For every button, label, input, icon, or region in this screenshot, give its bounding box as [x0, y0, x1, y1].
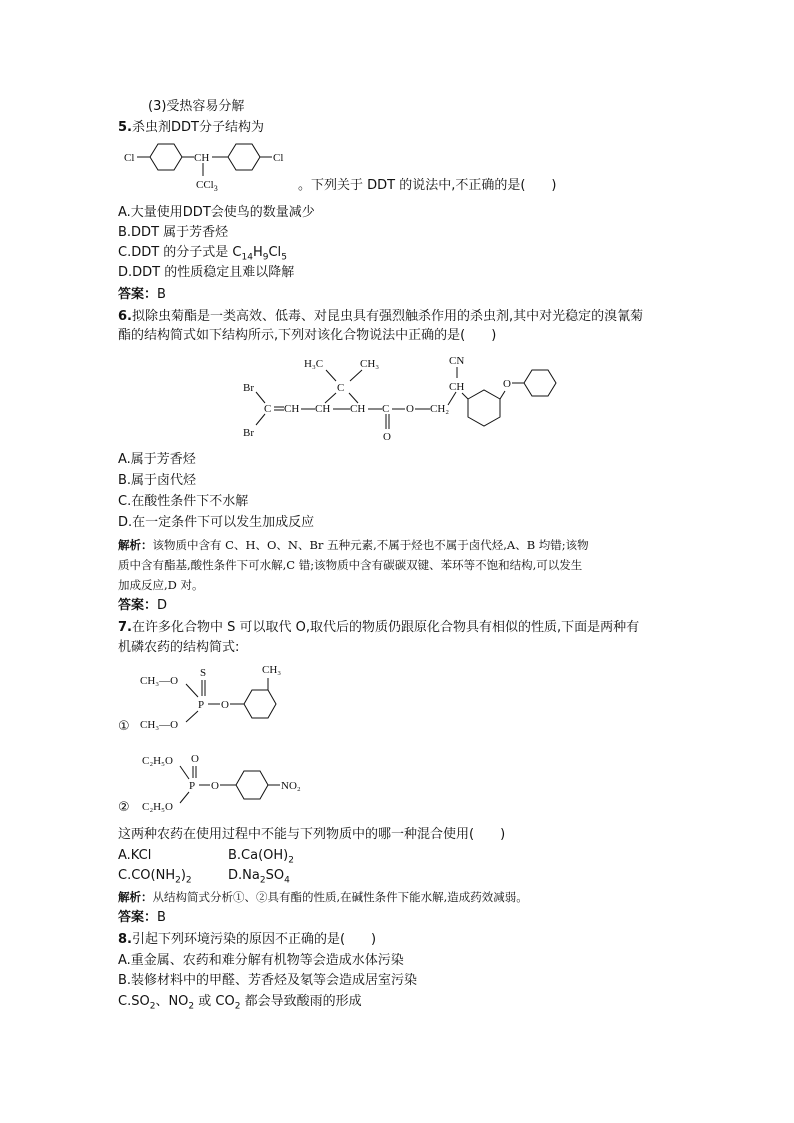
- op2-o-top: O: [191, 753, 199, 765]
- q6-option-a: A.属于芳香烃: [118, 452, 196, 467]
- dm-ch2: CH₂: [430, 403, 450, 415]
- dm-ring-c: C: [337, 382, 345, 394]
- q7-structure-1-label: ①: [118, 719, 130, 734]
- ddt-cl-left: Cl: [124, 152, 135, 164]
- ddt-ccl3: CCl$_3$: [196, 179, 218, 193]
- op2-o: O: [211, 780, 219, 792]
- op-structure-1: [140, 664, 281, 731]
- op1-benzene: [244, 690, 276, 718]
- q5-number: 5.: [118, 120, 132, 135]
- op2-no2: NO₂: [281, 780, 301, 792]
- q7-stem-l1-text: 在许多化合物中 S 可以取代 O,取代后的物质仍跟原化合物具有相似的性质,下面是两种有: [131, 620, 640, 635]
- q8-option-c-sub3: 2: [234, 1001, 241, 1012]
- ddt-structure: [124, 144, 283, 193]
- op2-c2h5o-bottom: C₂H₅O: [142, 801, 173, 813]
- q4-item3: (3)受热容易分解: [148, 99, 245, 114]
- q7-option-d-sub: 2: [259, 875, 266, 886]
- q7-structure-2-label: ②: [118, 800, 130, 815]
- q5-formula-cl-sub: 5: [281, 252, 287, 263]
- q8-option-c-part2: 、NO: [155, 994, 189, 1009]
- q7-stem-line2: 机磷农药的结构简式:: [118, 640, 240, 655]
- q6-option-c: C.在酸性条件下不水解: [118, 494, 249, 509]
- q6-option-d: D.在一定条件下可以发生加成反应: [118, 515, 315, 530]
- q7-answer-label: 答案：: [118, 910, 158, 925]
- q5-formula-h-sub: 9: [262, 252, 269, 263]
- q8-option-b: B.装修材料中的甲醛、芳香烃及氡等会造成居室污染: [118, 973, 418, 988]
- q6-stem-l1-text: 拟除虫菊酯是一类高效、低毒、对昆虫具有强烈触杀作用的杀虫剂,其中对光稳定的溴氰菊: [131, 309, 644, 324]
- q7-answer-value: B: [157, 910, 166, 925]
- ddt-benzene-left: [150, 144, 182, 170]
- dm-ch-a: CH: [284, 403, 300, 415]
- q7-option-c-sub: 2: [175, 875, 181, 886]
- dm-ch-d: CH: [449, 381, 465, 393]
- q6-analysis-l1-text: 该物质中含有 C、H、O、N、Br 五种元素,不属于烃也不属于卤代烃,A、B 均错;该物: [152, 538, 589, 552]
- q5-formula-c-sub: 14: [241, 252, 253, 263]
- dm-h3c: H₃C: [304, 358, 324, 370]
- dm-carbonyl-o: O: [383, 431, 391, 443]
- ddt-benzene-right: [228, 144, 260, 170]
- q6-option-b: B.属于卤代烃: [118, 473, 197, 488]
- op2-p: P: [189, 780, 196, 792]
- q7-analysis-text: 从结构简式分析①、②具有酯的性质,在碱性条件下能水解,造成药效减弱。: [152, 890, 528, 904]
- dm-ester-o: O: [406, 403, 414, 415]
- q8-option-c-sub2: 2: [188, 1001, 195, 1012]
- dm-ch-b: CH: [315, 403, 331, 415]
- op1-p: P: [198, 699, 205, 711]
- q5-option-d: D.DDT 的性质稳定且难以降解: [118, 265, 295, 280]
- dm-br-bottom: Br: [243, 427, 254, 439]
- q5-formula-cl: Cl: [268, 245, 282, 260]
- op1-ch3o-top: CH₃—O: [140, 675, 179, 687]
- q7-option-a: A.KCl: [118, 848, 152, 863]
- q5-answer-label: 答案：: [118, 287, 158, 302]
- q6-answer-value: D: [157, 598, 168, 613]
- dm-benzene-2: [524, 370, 556, 396]
- q7-option-b-sub: 2: [288, 855, 294, 866]
- q7-option-b-text: B.Ca(OH): [228, 848, 289, 863]
- q7-option-d-text: D.Na: [228, 868, 260, 883]
- q8-option-c-part3: 或 CO: [194, 994, 235, 1009]
- q7-option-d-sub2: 4: [284, 875, 290, 886]
- dm-c1: C: [264, 403, 272, 415]
- q7-option-c-text: C.CO(NH: [118, 868, 176, 883]
- ddt-ch: CH: [194, 152, 210, 164]
- q8-stem-text: 引起下列环境污染的原因不正确的是( ): [131, 932, 377, 947]
- ddt-cl-right: Cl: [273, 152, 284, 164]
- op2-c2h5o-top: C₂H₅O: [142, 755, 173, 767]
- q6-analysis-label: 解析：: [118, 538, 153, 552]
- q7-option-c-end: ): [180, 868, 186, 883]
- q5-option-b: B.DDT 属于芳香烃: [118, 225, 229, 240]
- q5-stem-text: 杀虫剂DDT分子结构为: [131, 120, 264, 135]
- dm-cn: CN: [449, 355, 465, 367]
- q7-option-c-sub2: 2: [185, 875, 192, 886]
- q6-analysis-line2: 质中含有酯基,酸性条件下可水解,C 错;该物质中含有碳碳双键、苯环等不饱和结构,可以发生: [118, 558, 583, 572]
- q5-option-c-text: C.DDT 的分子式是 C: [118, 245, 242, 260]
- q5-answer-value: B: [157, 287, 166, 302]
- op2-benzene: [236, 771, 268, 799]
- q7-analysis-label: 解析：: [118, 890, 153, 904]
- q7-number: 7.: [118, 620, 132, 635]
- deltamethrin-structure: [243, 355, 556, 443]
- dm-ch3: CH₃: [360, 358, 380, 370]
- q6-analysis-line3: 加成反应,D 对。: [118, 578, 204, 592]
- dm-ch-c: CH: [350, 403, 366, 415]
- op1-s: S: [200, 667, 207, 679]
- q7-option-d-mid: SO: [265, 868, 285, 883]
- q8-option-c-part1: C.SO: [118, 994, 150, 1009]
- dm-br-top: Br: [243, 382, 254, 394]
- q7-question: 这两种农药在使用过程中不能与下列物质中的哪一种混合使用( ): [118, 827, 506, 842]
- q6-stem-line2: 酯的结构简式如下结构所示,下列对该化合物说法中正确的是( ): [118, 328, 497, 343]
- q5-option-a: A.大量使用DDT会使鸟的数量减少: [118, 205, 315, 220]
- dm-benzene-1: [468, 390, 500, 426]
- q8-option-a: A.重金属、农药和难分解有机物等会造成水体污染: [118, 953, 404, 968]
- q5-formula-h: H: [252, 245, 263, 260]
- dm-ester-c: C: [382, 403, 390, 415]
- q5-stem2: 。下列关于 DDT 的说法中,不正确的是( ): [298, 178, 557, 193]
- op-structure-2: [142, 753, 301, 813]
- op1-o: O: [221, 699, 229, 711]
- q8-number: 8.: [118, 932, 132, 947]
- op1-ch3o-bottom: CH₃—O: [140, 719, 179, 731]
- q6-number: 6.: [118, 309, 132, 324]
- q8-option-c-sub1: 2: [149, 1001, 156, 1012]
- op1-ch3: CH₃: [262, 664, 282, 676]
- q6-answer-label: 答案：: [118, 598, 158, 613]
- dm-ether-o: O: [503, 378, 511, 390]
- q8-option-c-part4: 都会导致酸雨的形成: [240, 994, 362, 1009]
